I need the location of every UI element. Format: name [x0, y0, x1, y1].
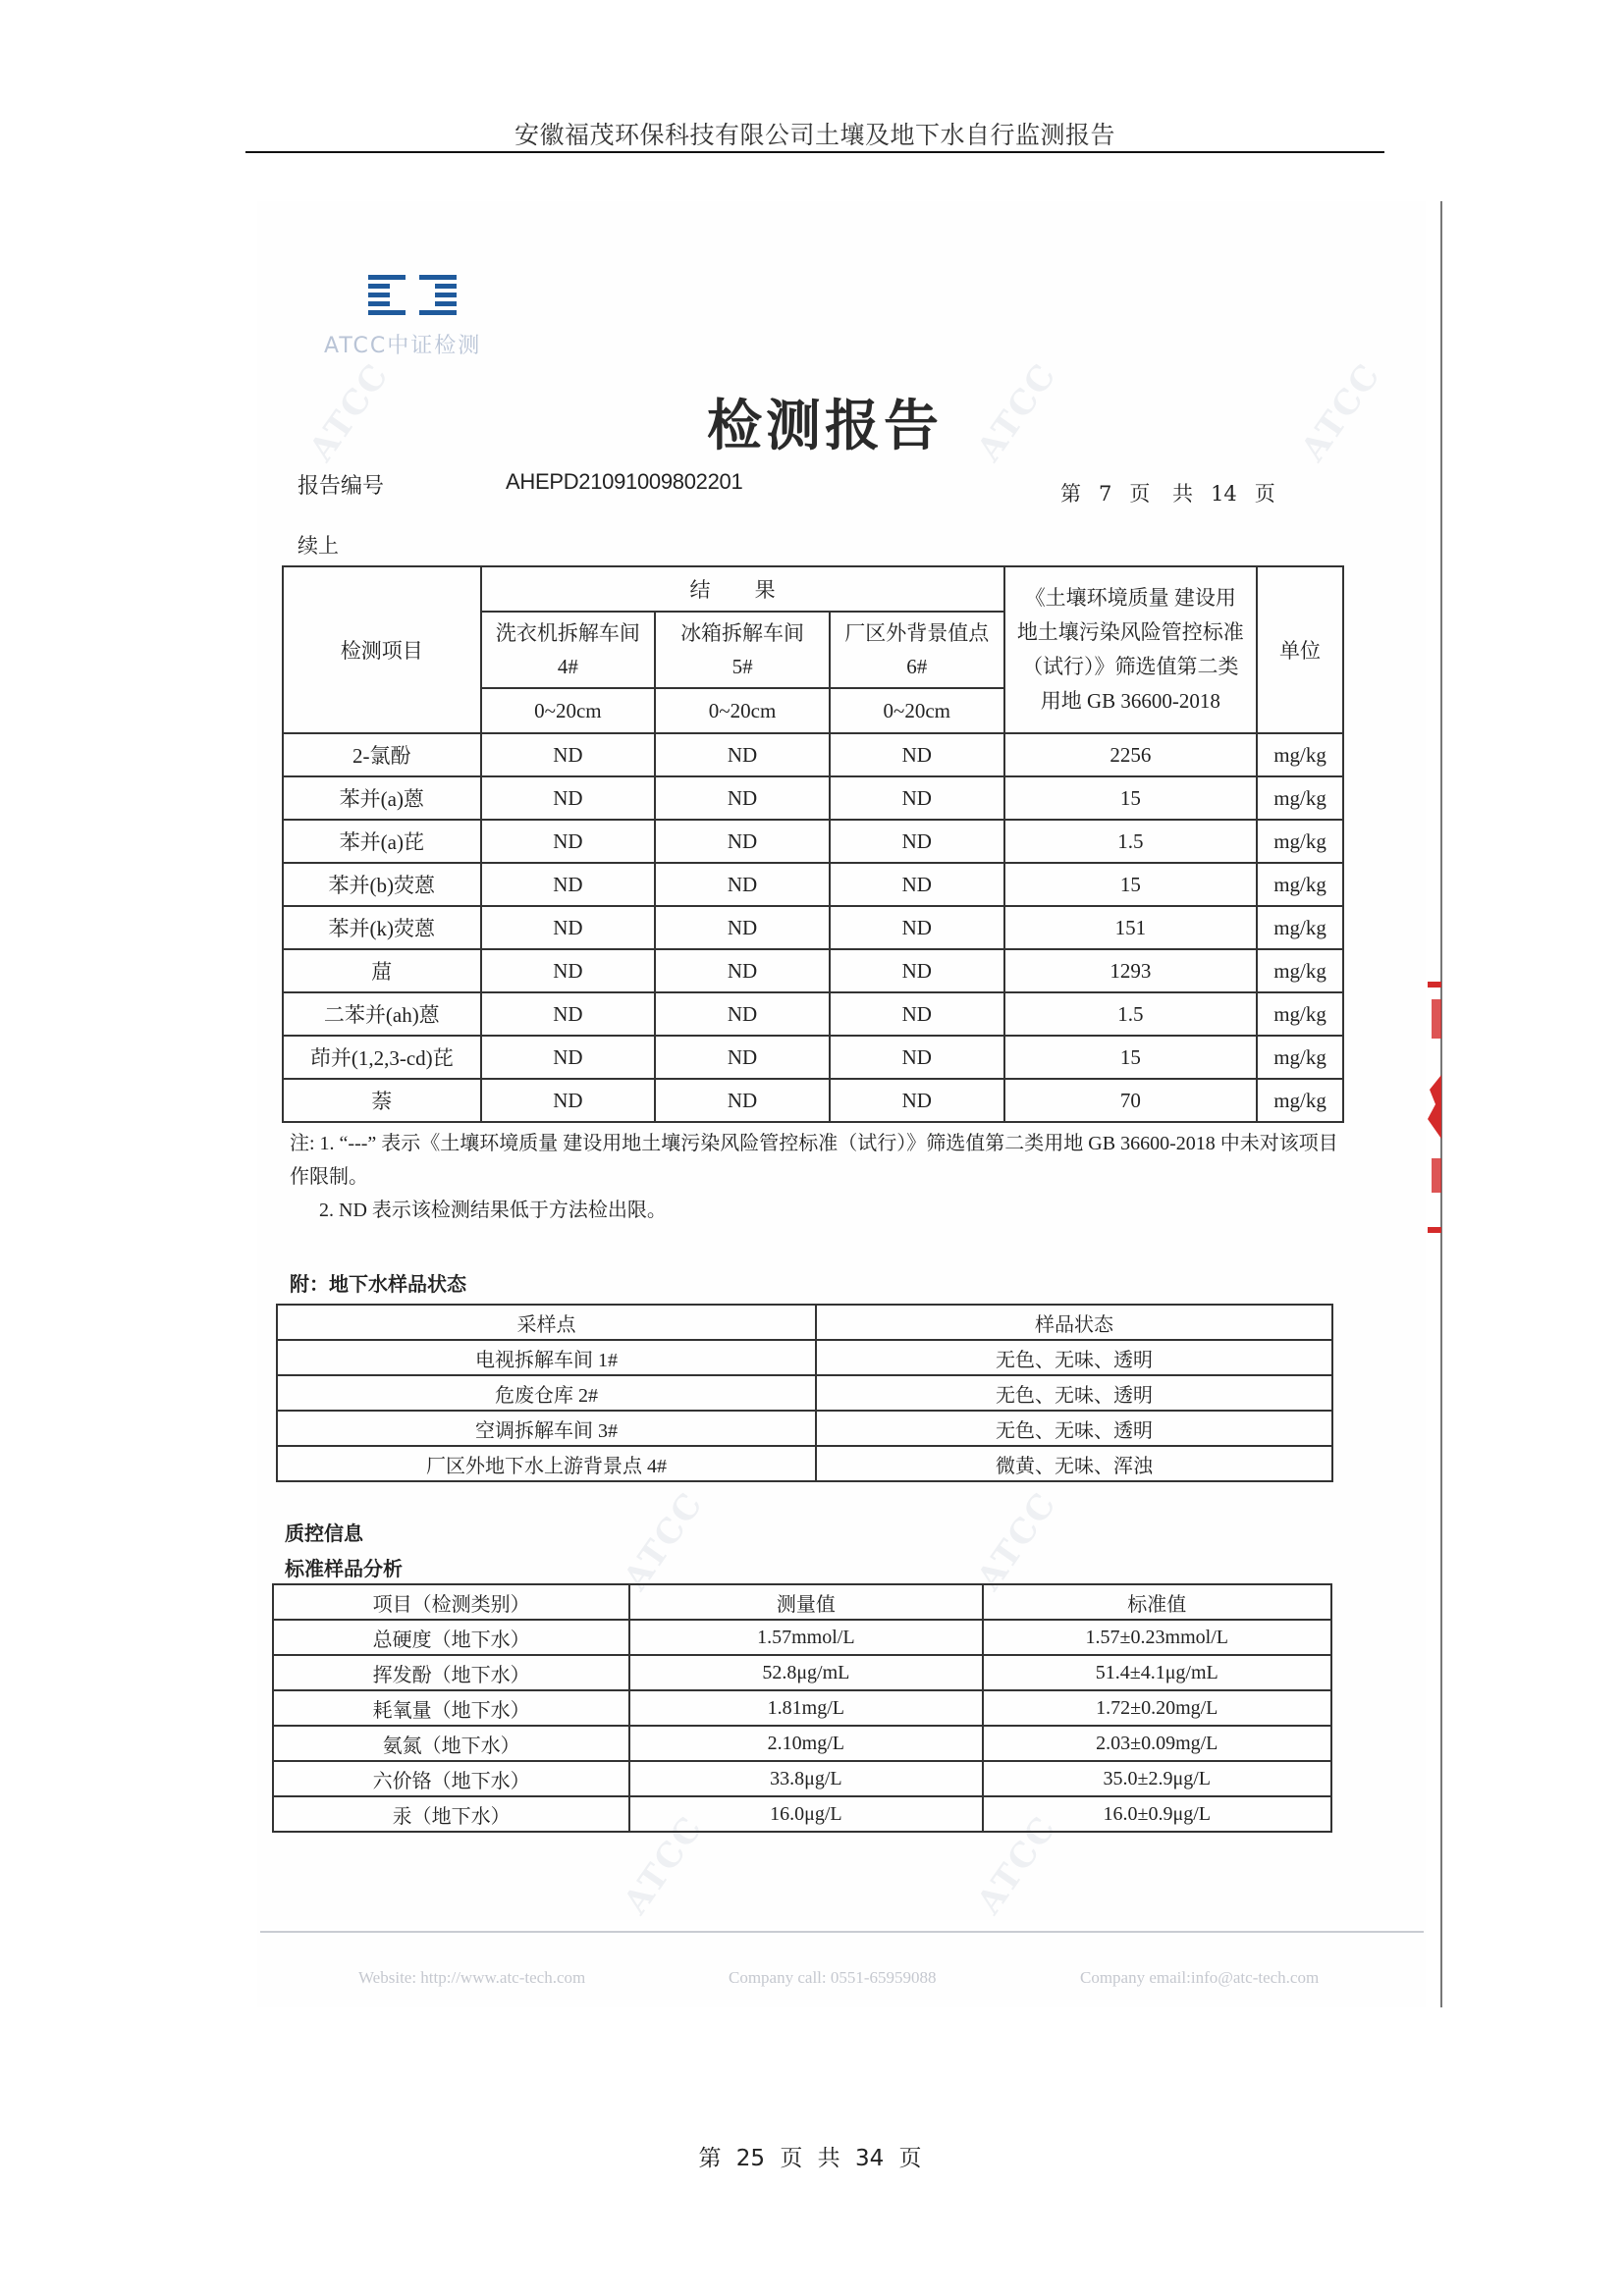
cell-site-6: ND: [830, 906, 1004, 949]
table-row: [283, 906, 1343, 949]
cell-state: 无色、无味、透明: [816, 1375, 1332, 1411]
cell-site-6: ND: [830, 863, 1004, 906]
groundwater-section-title: 附：地下水样品状态: [290, 1272, 466, 1296]
page-suffix: 页: [1254, 482, 1275, 506]
cell-site-5: ND: [655, 776, 830, 820]
site-name: 厂区外背景值点: [844, 621, 990, 645]
cell-standard: 16.0±0.9μg/L: [983, 1796, 1331, 1832]
cell-unit: mg/kg: [1257, 1036, 1343, 1079]
cell-item: 苯并(k)荧蒽: [283, 906, 481, 949]
cell-unit: mg/kg: [1257, 863, 1343, 906]
header-results: 结 果: [481, 566, 1004, 612]
cell-standard: 2.03±0.09mg/L: [983, 1726, 1331, 1761]
cell-item: 苯并(a)蒽: [283, 776, 481, 820]
cell-site-4: ND: [481, 992, 656, 1036]
table-row: [277, 1340, 1332, 1375]
cell-site-5: ND: [655, 820, 830, 863]
header-standard: 标准值: [983, 1584, 1331, 1620]
note-1: 注: 1. “---” 表示《土壤环境质量 建设用地土壤污染风险管控标准（试行）》筛选值第二类用地 GB 36600-2018 中未对该项目作限制。: [290, 1133, 1338, 1188]
cell-state: 无色、无味、透明: [816, 1411, 1332, 1446]
running-header: 安徽福茂环保科技有限公司土壤及地下水自行监测报告: [514, 121, 1115, 149]
cell-measured: 33.8μg/L: [629, 1761, 982, 1796]
page-mid: 页 共: [1129, 482, 1194, 506]
red-seal-stamp-icon: [1426, 982, 1441, 1237]
cell-measured: 2.10mg/L: [629, 1726, 982, 1761]
cell-site-6: ND: [830, 949, 1004, 992]
cell-unit: mg/kg: [1257, 733, 1343, 776]
site-code: 4#: [557, 655, 578, 678]
cell-item: 总硬度（地下水）: [273, 1620, 629, 1655]
table-row: [283, 1079, 1343, 1122]
atcc-logo-icon: [368, 275, 461, 316]
qc-standard-sample-table: [272, 1583, 1332, 1833]
cell-site-5: ND: [655, 1079, 830, 1122]
cell-site-4: ND: [481, 776, 656, 820]
cell-item: 茚并(1,2,3-cd)芘: [283, 1036, 481, 1079]
cell-measured: 16.0μg/L: [629, 1796, 982, 1832]
cell-state: 微黄、无味、浑浊: [816, 1446, 1332, 1481]
watermark: ATCC: [969, 355, 1065, 469]
site-depth: 0~20cm: [481, 688, 656, 733]
table-row: [283, 863, 1343, 906]
page-footer: 第 25 页 共 34 页: [698, 2146, 922, 2171]
table-row: [273, 1690, 1331, 1726]
table-row: [283, 776, 1343, 820]
cell-item: 二苯并(ah)蒽: [283, 992, 481, 1036]
table-row: [283, 733, 1343, 776]
cell-item: 氨氮（地下水）: [273, 1726, 629, 1761]
cell-standard: 151: [1004, 906, 1257, 949]
cell-site-6: ND: [830, 733, 1004, 776]
cell-standard: 35.0±2.9μg/L: [983, 1761, 1331, 1796]
cell-site-5: ND: [655, 992, 830, 1036]
qc-subtitle: 标准样品分析: [285, 1557, 403, 1580]
cell-item: 2-氯酚: [283, 733, 481, 776]
table-row: [277, 1375, 1332, 1411]
header-measured: 测量值: [629, 1584, 982, 1620]
cell-site-5: ND: [655, 863, 830, 906]
continued-label: 续上: [298, 534, 339, 558]
watermark: ATCC: [616, 1808, 712, 1922]
cell-site-6: ND: [830, 992, 1004, 1036]
qc-section-title: 质控信息: [285, 1522, 363, 1545]
watermark: ATCC: [969, 1484, 1065, 1598]
table-row: [273, 1620, 1331, 1655]
cell-unit: mg/kg: [1257, 1079, 1343, 1122]
cell-site: 空调拆解车间 3#: [277, 1411, 816, 1446]
cell-site-4: ND: [481, 1079, 656, 1122]
site-header: [830, 612, 1004, 688]
cell-item: 苯并(b)荧蒽: [283, 863, 481, 906]
cell-standard: 1.5: [1004, 820, 1257, 863]
cell-site-6: ND: [830, 1036, 1004, 1079]
cell-standard: 51.4±4.1μg/mL: [983, 1655, 1331, 1690]
cell-unit: mg/kg: [1257, 776, 1343, 820]
header-item: 项目（检测类别）: [273, 1584, 629, 1620]
table-row: [283, 1036, 1343, 1079]
table-row: [273, 1726, 1331, 1761]
cell-item: 六价铬（地下水）: [273, 1761, 629, 1796]
table-notes: [290, 1127, 1350, 1227]
cell-site-4: ND: [481, 733, 656, 776]
header-item: 检测项目: [283, 566, 481, 733]
cell-item: 汞（地下水）: [273, 1796, 629, 1832]
site-name: 洗衣机拆解车间: [495, 621, 640, 645]
watermark: ATCC: [616, 1484, 712, 1598]
cell-standard: 1293: [1004, 949, 1257, 992]
cell-state: 无色、无味、透明: [816, 1340, 1332, 1375]
table-row: [283, 820, 1343, 863]
table-row: [277, 1411, 1332, 1446]
cell-site-5: ND: [655, 906, 830, 949]
cell-item: 挥发酚（地下水）: [273, 1655, 629, 1690]
footer-website: Website: http://www.atc-tech.com: [358, 1968, 586, 1987]
cell-unit: mg/kg: [1257, 820, 1343, 863]
cell-item: 耗氧量（地下水）: [273, 1690, 629, 1726]
cell-measured: 52.8μg/mL: [629, 1655, 982, 1690]
cell-site-5: ND: [655, 733, 830, 776]
cell-site-5: ND: [655, 1036, 830, 1079]
footer-phone: Company call: 0551-65959088: [729, 1968, 937, 1987]
cell-site: 电视拆解车间 1#: [277, 1340, 816, 1375]
cell-site-4: ND: [481, 863, 656, 906]
header-unit: 单位: [1257, 566, 1343, 733]
footer-email: Company email:info@atc-tech.com: [1080, 1968, 1320, 1987]
cell-item: 萘: [283, 1079, 481, 1122]
table-row: [273, 1655, 1331, 1690]
watermark: ATCC: [969, 1808, 1065, 1922]
soil-results-table: [282, 565, 1344, 1123]
site-header: [481, 612, 656, 688]
logo-text: ATCC中证检测: [324, 334, 482, 358]
header-rule: [245, 151, 1384, 153]
site-depth: 0~20cm: [830, 688, 1004, 733]
cell-unit: mg/kg: [1257, 949, 1343, 992]
report-page-info: [1060, 478, 1293, 507]
report-number-label: 报告编号: [298, 474, 385, 499]
table-row: [277, 1446, 1332, 1481]
cell-site-4: ND: [481, 1036, 656, 1079]
note-2: 2. ND 表示该检测结果低于方法检出限。: [319, 1200, 667, 1221]
site-depth: 0~20cm: [655, 688, 830, 733]
cell-standard: 2256: [1004, 733, 1257, 776]
page-prefix: 第: [1060, 482, 1081, 506]
site-code: 6#: [906, 655, 928, 678]
table-row: [283, 992, 1343, 1036]
cell-unit: mg/kg: [1257, 906, 1343, 949]
cell-site: 厂区外地下水上游背景点 4#: [277, 1446, 816, 1481]
watermark: ATCC: [301, 355, 398, 469]
page-total: 14: [1211, 482, 1237, 506]
cell-item: 䓛: [283, 949, 481, 992]
cell-site-4: ND: [481, 820, 656, 863]
cell-standard: 70: [1004, 1079, 1257, 1122]
footer-rule: [260, 1931, 1424, 1933]
report-title: 检测报告: [707, 395, 943, 458]
cell-site: 危废仓库 2#: [277, 1375, 816, 1411]
cell-standard: 15: [1004, 776, 1257, 820]
header-site: 采样点: [277, 1305, 816, 1340]
report-number: AHEPD21091009802201: [506, 469, 743, 494]
cell-site-6: ND: [830, 820, 1004, 863]
cell-site-4: ND: [481, 949, 656, 992]
cell-site-5: ND: [655, 949, 830, 992]
cell-measured: 1.57mmol/L: [629, 1620, 982, 1655]
cell-site-6: ND: [830, 1079, 1004, 1122]
page-current: 7: [1099, 482, 1112, 506]
cell-standard: 1.5: [1004, 992, 1257, 1036]
cell-standard: 15: [1004, 1036, 1257, 1079]
site-name: 冰箱拆解车间: [680, 621, 805, 645]
cell-standard: 1.57±0.23mmol/L: [983, 1620, 1331, 1655]
cell-standard: 15: [1004, 863, 1257, 906]
header-state: 样品状态: [816, 1305, 1332, 1340]
site-code: 5#: [731, 655, 753, 678]
table-row: [273, 1761, 1331, 1796]
table-row: [273, 1796, 1331, 1832]
site-header: [655, 612, 830, 688]
cell-unit: mg/kg: [1257, 992, 1343, 1036]
header-standard: 《土壤环境质量 建设用地土壤污染风险管控标准（试行）》筛选值第二类用地 GB 36600-2018: [1004, 566, 1257, 733]
table-row: [283, 949, 1343, 992]
cell-item: 苯并(a)芘: [283, 820, 481, 863]
cell-site-6: ND: [830, 776, 1004, 820]
cell-site-4: ND: [481, 906, 656, 949]
cell-standard: 1.72±0.20mg/L: [983, 1690, 1331, 1726]
cell-measured: 1.81mg/L: [629, 1690, 982, 1726]
watermark: ATCC: [1293, 355, 1389, 469]
groundwater-status-table: [276, 1304, 1333, 1482]
